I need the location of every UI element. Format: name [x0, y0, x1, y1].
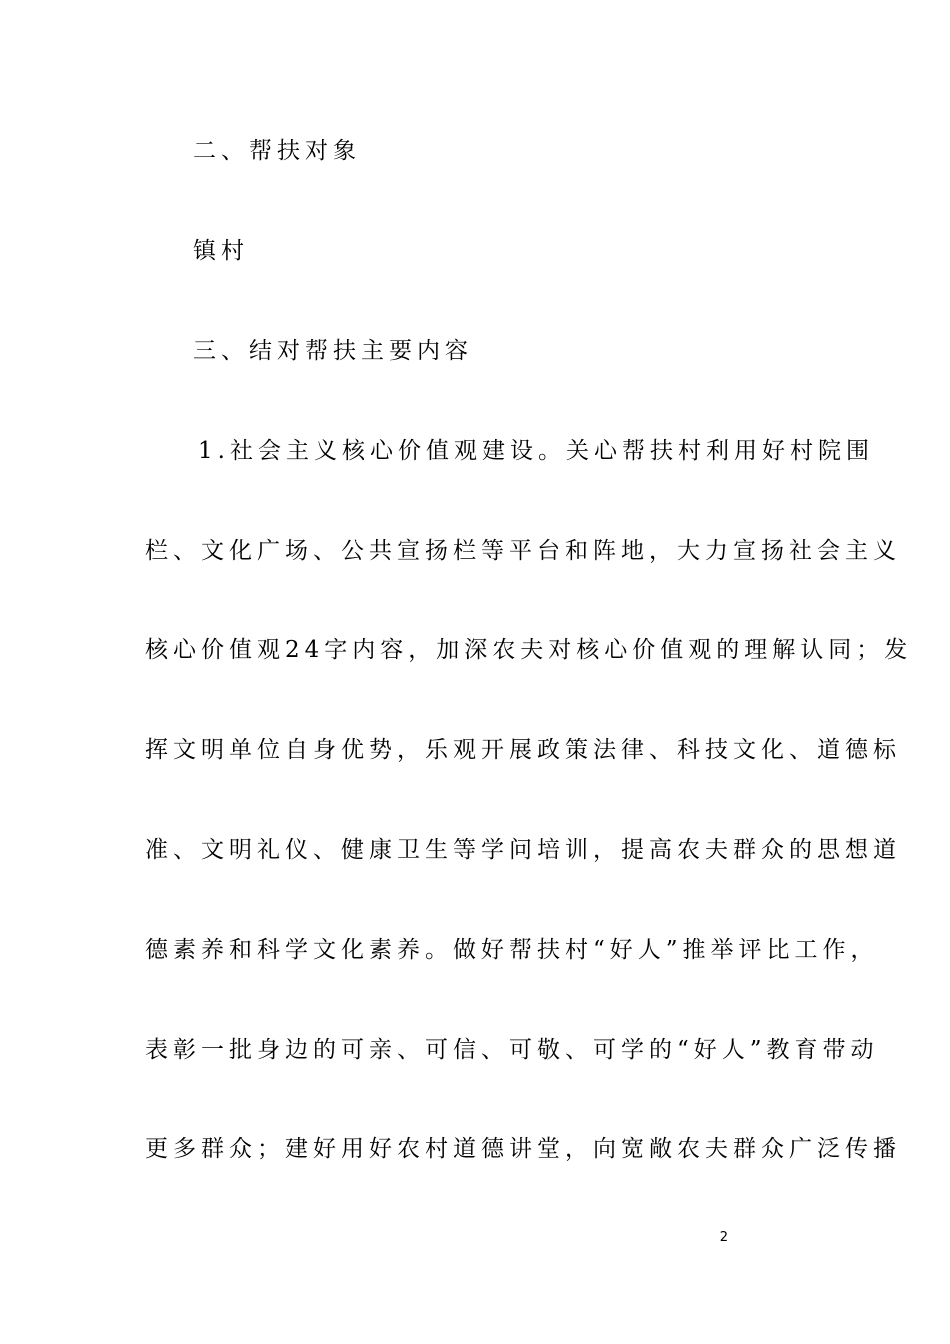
page-number: 2: [719, 1230, 728, 1245]
paragraph-line: 更多群众；建好用好农村道德讲堂，向宽敞农夫群众广泛传播: [145, 1136, 901, 1162]
paragraph-line: 核心价值观24字内容，加深农夫对核心价值观的理解认同；发: [145, 637, 913, 663]
paragraph-line: 1.社会主义核心价值观建设。关心帮扶村利用好村院围: [198, 438, 874, 464]
paragraph-line: 准、文明礼仪、健康卫生等学问培训，提高农夫群众的思想道: [145, 837, 901, 863]
paragraph-line: 表彰一批身边的可亲、可信、可敬、可学的“好人”教育带动: [145, 1037, 879, 1063]
paragraph-line: 挥文明单位自身优势，乐观开展政策法律、科技文化、道德标: [145, 737, 901, 763]
section-heading-2: 二、帮扶对象: [193, 138, 361, 164]
paragraph-line: 德素养和科学文化素养。做好帮扶村“好人”推举评比工作，: [145, 937, 879, 963]
target-village: 镇村: [193, 238, 249, 264]
section-heading-3: 三、结对帮扶主要内容: [193, 338, 473, 364]
paragraph-line: 栏、文化广场、公共宣扬栏等平台和阵地，大力宣扬社会主义: [145, 538, 901, 564]
